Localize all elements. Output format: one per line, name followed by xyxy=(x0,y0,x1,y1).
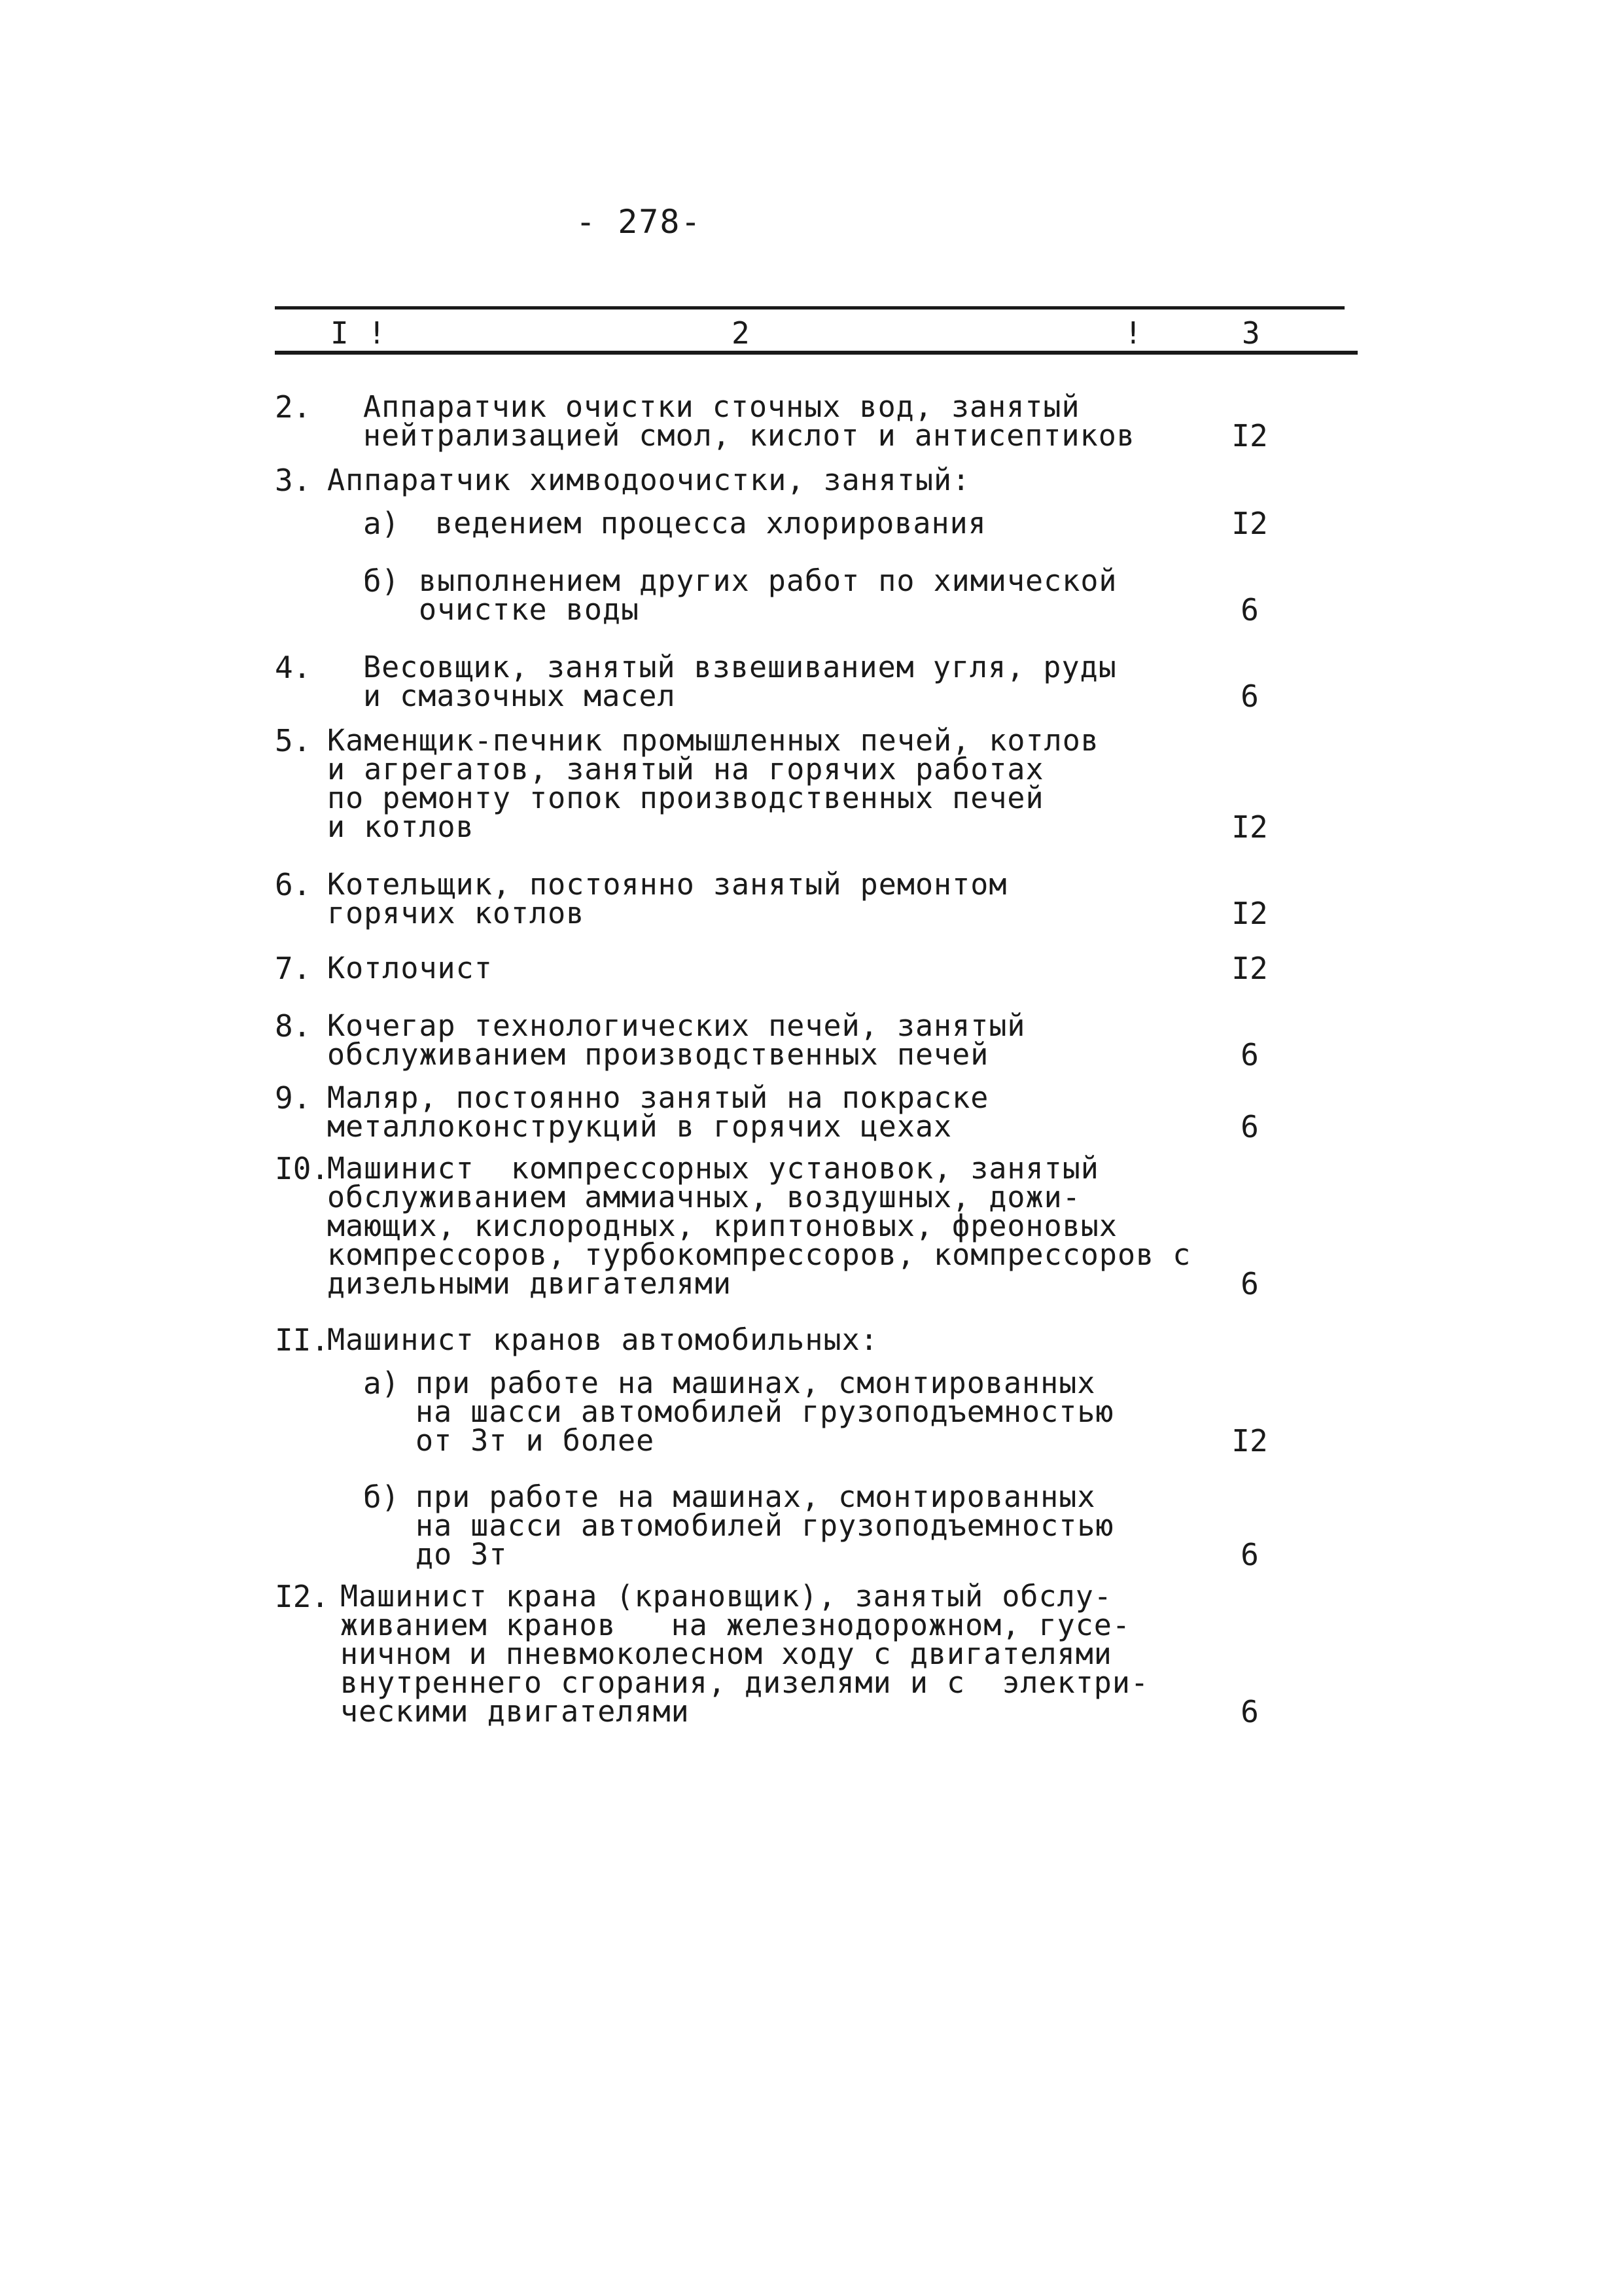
row-text: внутреннего сгорания, дизелями и с электри- xyxy=(340,1665,1150,1700)
row-text: при работе на машинах, смонтированных xyxy=(415,1366,1096,1400)
row-text: ческими двигателями xyxy=(340,1694,690,1729)
row-value: I2 xyxy=(1231,896,1268,931)
row-text: обслуживанием аммиачных, воздушных, дожи- xyxy=(327,1180,1081,1214)
header-col2: 2 xyxy=(732,315,750,351)
row-text: и смазочных масел xyxy=(363,679,676,713)
row-value: I2 xyxy=(1231,1423,1268,1458)
header-col3: 3 xyxy=(1242,315,1260,351)
row-text: и агрегатов, занятый на горячих работах xyxy=(327,752,1044,786)
row-text: Маляр, постоянно занятый на покраске xyxy=(327,1080,989,1115)
row-text: Котлочист xyxy=(327,951,493,985)
row-value: 6 xyxy=(1241,1537,1259,1572)
row-text: Аппаратчик химводоочистки, занятый: xyxy=(327,463,971,497)
row-text: на шасси автомобилей грузоподъемностью xyxy=(415,1508,1114,1543)
row-number: 4. xyxy=(275,650,311,685)
row-text: обслуживанием производственных печей xyxy=(327,1037,989,1072)
header-sep1: ! xyxy=(368,315,386,351)
row-text: выполнением других работ по химической xyxy=(419,563,1118,598)
row-text: очистке воды xyxy=(419,592,640,627)
row-text: мающих, кислородных, криптоновых, фреоновых xyxy=(327,1209,1118,1243)
row-number: 9. xyxy=(275,1080,311,1116)
header-col1: I xyxy=(330,315,349,351)
row-text: и котлов xyxy=(327,809,474,844)
header-top-rule xyxy=(275,306,1345,309)
row-number: II. xyxy=(275,1322,330,1358)
row-text: Машинист крана (крановщик), занятый обслу- xyxy=(340,1579,1112,1614)
row-value: 6 xyxy=(1241,1109,1259,1144)
row-text: Кочегар технологических печей, занятый xyxy=(327,1008,1026,1043)
row-text: Машинист компрессорных установок, занятый xyxy=(327,1151,1099,1186)
row-value: I2 xyxy=(1231,418,1268,453)
row-value: 6 xyxy=(1241,1266,1259,1301)
row-text: по ремонту топок производственных печей xyxy=(327,781,1044,815)
row-text: ведением процесса хлорирования xyxy=(435,506,987,540)
row-text: дизельными двигателями xyxy=(327,1266,732,1301)
row-number: а) xyxy=(363,1366,400,1401)
row-number: I2. xyxy=(275,1579,330,1614)
row-value: I2 xyxy=(1231,506,1268,541)
row-value: I2 xyxy=(1231,809,1268,845)
header-bottom-rule xyxy=(275,351,1358,355)
row-value: 6 xyxy=(1241,592,1259,627)
row-text: на шасси автомобилей грузоподъемностью xyxy=(415,1394,1114,1429)
row-number: б) xyxy=(363,1479,400,1515)
row-text: Аппаратчик очистки сточных вод, занятый xyxy=(363,389,1080,424)
row-value: I2 xyxy=(1231,951,1268,986)
row-value: 6 xyxy=(1241,1694,1259,1729)
row-text: компрессоров, турбокомпрессоров, компрессоров с xyxy=(327,1237,1191,1272)
row-number: I0. xyxy=(275,1151,330,1186)
row-text: ничном и пневмоколесном ходу с двигателями xyxy=(340,1636,1112,1671)
row-number: 8. xyxy=(275,1008,311,1044)
row-number: 7. xyxy=(275,951,311,986)
row-text: Каменщик-печник промышленных печей, котлов xyxy=(327,723,1099,758)
row-number: 5. xyxy=(275,723,311,758)
row-text: горячих котлов xyxy=(327,896,585,930)
page-number: - 278- xyxy=(576,203,702,241)
row-text: нейтрализацией смол, кислот и антисептиков xyxy=(363,418,1135,453)
row-text: Весовщик, занятый взвешиванием угля, руды xyxy=(363,650,1117,684)
row-number: 2. xyxy=(275,389,311,425)
row-text: Машинист кранов автомобильных: xyxy=(327,1322,879,1357)
row-text: металлоконструкций в горячих цехах xyxy=(327,1109,953,1144)
header-sep2: ! xyxy=(1124,315,1142,351)
row-text: до 3т xyxy=(415,1537,508,1572)
row-number: б) xyxy=(363,563,400,599)
row-number: а) xyxy=(363,506,400,541)
row-number: 6. xyxy=(275,867,311,902)
row-text: Котельщик, постоянно занятый ремонтом xyxy=(327,867,1008,902)
row-number: 3. xyxy=(275,463,311,498)
row-text: от 3т и более xyxy=(415,1423,655,1458)
row-value: 6 xyxy=(1241,679,1259,714)
row-text: при работе на машинах, смонтированных xyxy=(415,1479,1096,1514)
row-text: живанием кранов на железнодорожном, гусе- xyxy=(340,1608,1131,1642)
row-value: 6 xyxy=(1241,1037,1259,1072)
